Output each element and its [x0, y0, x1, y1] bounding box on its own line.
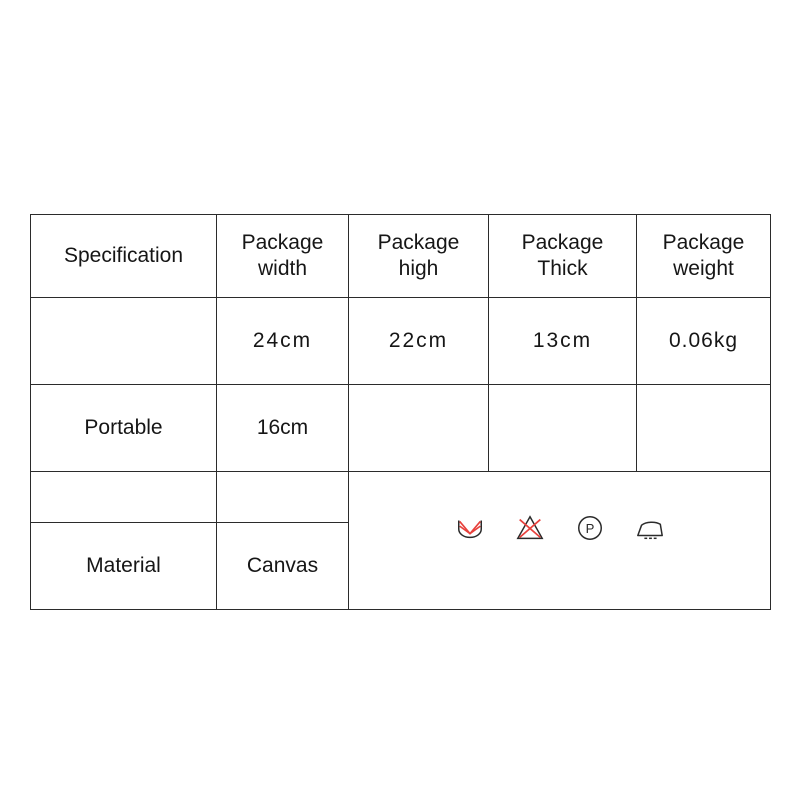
header-cell-package-high	[349, 215, 489, 298]
header-package-weight-line2: weight	[673, 257, 734, 280]
portable-width-value: 16cm	[217, 385, 349, 472]
portable-empty-cell-3	[637, 385, 771, 472]
material-value-cell: Canvas	[217, 523, 349, 610]
material-label-cell: Material	[31, 523, 217, 610]
table-row	[31, 298, 771, 385]
portable-empty-cell-2	[489, 385, 637, 472]
svg-text:P: P	[585, 520, 594, 536]
table-header-row	[31, 215, 771, 298]
table-row	[31, 385, 771, 472]
package-high-value: 22cm	[349, 298, 489, 385]
portable-empty-cell-1	[349, 385, 489, 472]
header-cell-package-width	[217, 215, 349, 298]
header-cell-package-weight	[637, 215, 771, 298]
header-specification-label: Specification	[63, 244, 184, 268]
header-cell-package-thick	[489, 215, 637, 298]
specification-table-container	[30, 214, 770, 610]
header-package-weight-line1: Package	[662, 231, 745, 255]
header-package-thick-line2: Thick	[537, 257, 588, 280]
blank-cell-2	[217, 472, 349, 523]
dry-clean-p-icon	[575, 513, 605, 543]
specification-table	[30, 214, 771, 610]
header-package-thick-line1: Package	[521, 231, 604, 255]
package-weight-value: 0.06kg	[637, 298, 771, 385]
iron-icon	[635, 513, 665, 543]
care-symbols-group	[353, 511, 766, 543]
blank-cell-1	[31, 472, 217, 523]
dimensions-label-cell	[31, 298, 217, 385]
package-width-value: 24cm	[217, 298, 349, 385]
package-thick-value: 13cm	[489, 298, 637, 385]
care-symbols-cell	[349, 472, 771, 610]
header-package-high-line1: Package	[377, 231, 460, 255]
table-row	[31, 472, 771, 523]
portable-label-cell: Portable	[31, 385, 217, 472]
header-package-width-line1: Package	[241, 231, 324, 255]
hand-wash-icon	[455, 513, 485, 543]
do-not-bleach-icon	[515, 513, 545, 543]
header-package-high-line2: high	[398, 257, 439, 280]
header-cell-specification	[31, 215, 217, 298]
header-package-width-line2: width	[257, 257, 308, 280]
